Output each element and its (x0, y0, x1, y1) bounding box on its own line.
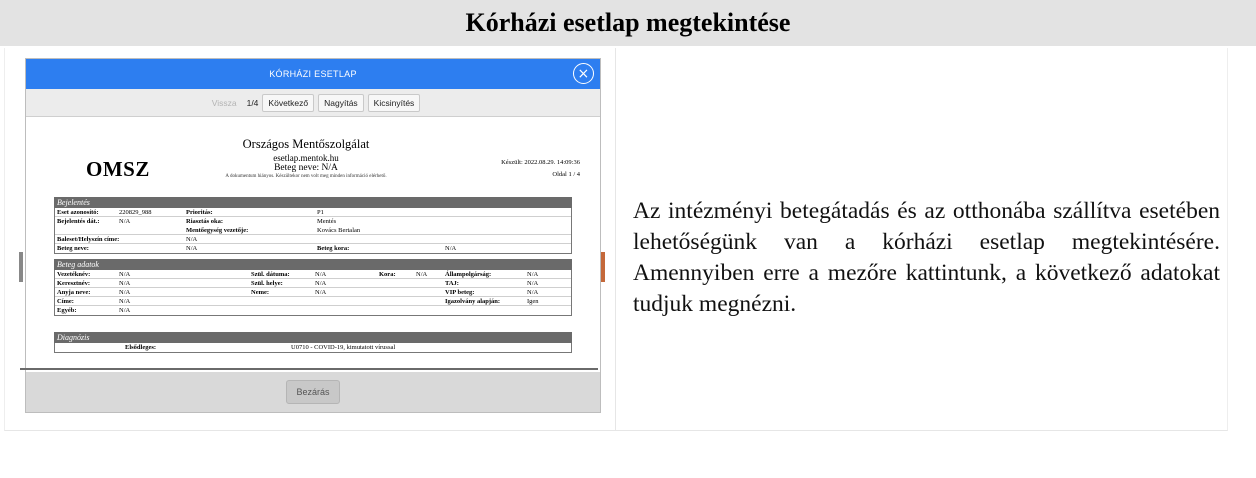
field-value: N/A (119, 289, 131, 296)
section-beteg-adatok (54, 259, 572, 316)
table-row (55, 244, 571, 253)
table-row (55, 288, 571, 297)
section-title: Diagnózis (54, 332, 572, 343)
page-label: Oldal 1 / 4 (552, 171, 580, 178)
field-value: N/A (119, 307, 131, 314)
back-button[interactable]: Vissza (211, 97, 237, 108)
field-label: Igazolvány alapján: (445, 298, 501, 305)
field-value: N/A (119, 271, 131, 278)
field-value: Kovács Bertalan (317, 227, 361, 234)
next-button[interactable]: Következő (262, 94, 314, 112)
modal-title: KÓRHÁZI ESETLAP (269, 69, 357, 79)
field-label: Eset azonosító: (57, 209, 99, 216)
section-body (54, 270, 572, 316)
omsz-logo: OMSZ (86, 157, 150, 181)
page-indicator: 1/4 (246, 97, 259, 108)
hospital-record-modal (25, 58, 601, 413)
field-value: N/A (445, 245, 457, 252)
section-title: Bejelentés (54, 197, 572, 208)
field-label: Baleset/Helyszín címe: (57, 236, 120, 243)
organization-name: Országos Mentőszolgálat (242, 137, 370, 151)
field-value: N/A (527, 289, 539, 296)
table-row (55, 270, 571, 279)
field-label: Kora: (379, 271, 396, 278)
field-value: U0710 - COVID-19, kimutatott vírussal (291, 344, 396, 351)
field-label: Szül. dátuma: (251, 271, 290, 278)
modal-toolbar (26, 89, 600, 117)
field-value: N/A (527, 271, 539, 278)
field-value: 220829_988 (119, 209, 152, 216)
document-header (186, 137, 426, 179)
field-label: Elsődleges: (125, 344, 157, 351)
field-value: Mentés (317, 218, 337, 225)
field-value: N/A (315, 280, 327, 287)
field-label: Szül. helye: (251, 280, 283, 287)
document-note: A dokumentum hiányos. Készültekor nem volt meg minden információ elérhető. (225, 174, 387, 179)
field-label: Mentőegység vezetője: (186, 227, 249, 234)
section-body (54, 343, 572, 353)
scroll-edge-left (19, 252, 23, 282)
field-value: N/A (315, 289, 327, 296)
field-value: N/A (186, 245, 198, 252)
section-body (54, 208, 572, 254)
field-label: Beteg neve: (57, 245, 89, 252)
section-title: Beteg adatok (54, 259, 572, 270)
close-button[interactable]: Bezárás (286, 380, 339, 404)
site-url: esetlap.mentok.hu (273, 153, 339, 163)
modal-footer (26, 372, 600, 412)
field-label: Keresztnév: (57, 280, 91, 287)
created-timestamp: Készült: 2022.08.29. 14:09:36 (501, 159, 580, 166)
field-value: N/A (119, 298, 131, 305)
page-header (0, 0, 1256, 46)
field-label: Anyja neve: (57, 289, 91, 296)
document-viewer[interactable] (26, 117, 600, 365)
field-value: N/A (416, 271, 428, 278)
page-title: Kórházi esetlap megtekintése (465, 8, 791, 37)
field-value: Igen (527, 298, 539, 305)
modal-shadow-line (20, 368, 598, 370)
field-label: Riasztás oka: (186, 218, 224, 225)
field-value: N/A (315, 271, 327, 278)
table-row (55, 306, 571, 315)
field-label: TAJ: (445, 280, 459, 287)
table-row (55, 279, 571, 288)
field-value: N/A (119, 218, 131, 225)
scroll-edge-right (601, 252, 605, 282)
zoom-in-button[interactable]: Nagyítás (318, 94, 364, 112)
document-meta (501, 157, 580, 181)
field-value: N/A (119, 280, 131, 287)
column-divider (615, 48, 616, 431)
table-row (55, 235, 571, 244)
field-value: N/A (186, 236, 198, 243)
table-row (55, 297, 571, 306)
table-row (55, 343, 571, 352)
patient-name-line: Beteg neve: N/A (274, 163, 338, 173)
field-label: Állampolgárság: (445, 271, 492, 278)
field-label: Neme: (251, 289, 270, 296)
field-value: N/A (527, 280, 539, 287)
description-text: Az intézményi betegátadás és az otthonába szállítva esetében lehetőségünk van a kórházi esetlap megtekintésére. Amennyiben erre a mezőre kattintunk, a következő adatokat tudjuk megnézni. (633, 198, 1220, 317)
section-bejelentes (54, 197, 572, 254)
field-label: Címe: (57, 298, 74, 305)
table-row (55, 226, 571, 235)
table-row (55, 208, 571, 217)
field-label: Egyéb: (57, 307, 77, 314)
content-row (4, 48, 1228, 431)
table-row (55, 217, 571, 226)
field-label: Vezetéknév: (57, 271, 91, 278)
field-label: VIP beteg: (445, 289, 475, 296)
section-diagnozis (54, 332, 572, 353)
field-label: Beteg kora: (317, 245, 350, 252)
zoom-out-button[interactable]: Kicsinyítés (368, 94, 421, 112)
field-label: Bejelentés dát.: (57, 218, 100, 225)
close-icon[interactable]: × (573, 63, 594, 84)
field-value: P1 (317, 209, 324, 216)
modal-titlebar (26, 59, 600, 89)
field-label: Prioritás: (186, 209, 213, 216)
